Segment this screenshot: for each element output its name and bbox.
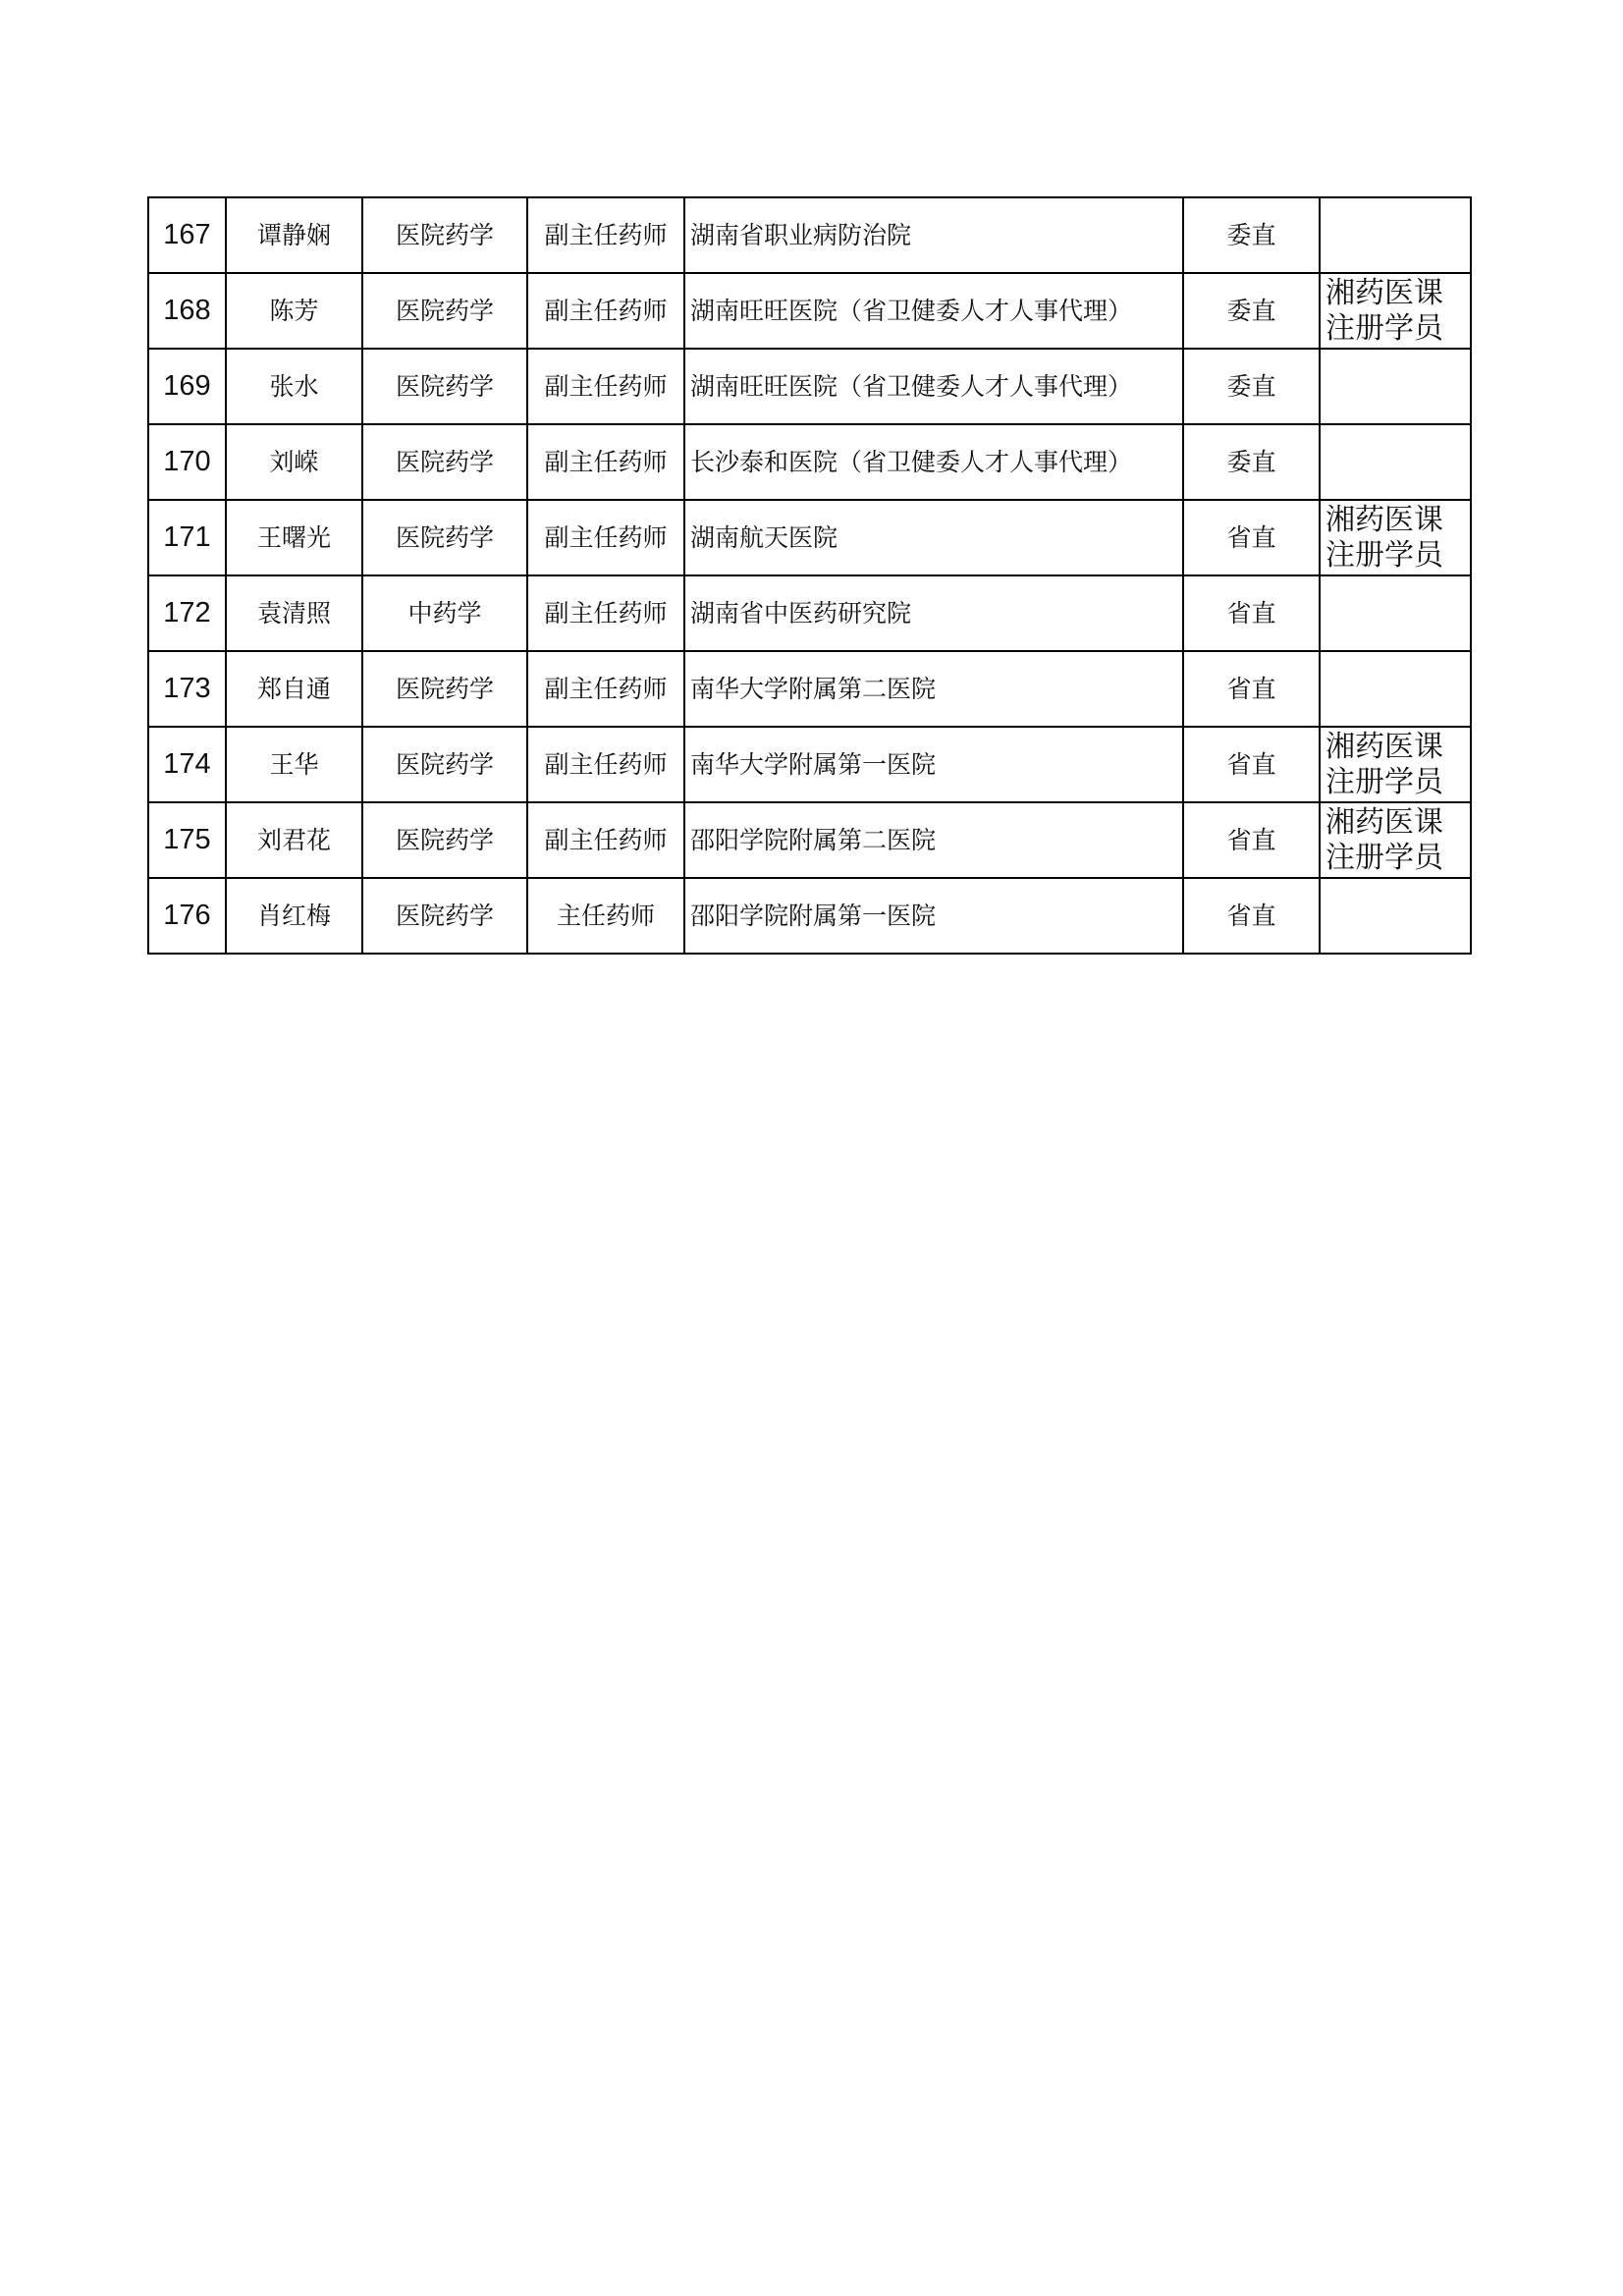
cell-title: 副主任药师 — [527, 197, 684, 273]
cell-number: 171 — [148, 500, 226, 575]
cell-major: 医院药学 — [362, 197, 527, 273]
cell-note — [1320, 878, 1471, 954]
cell-name: 肖红梅 — [226, 878, 362, 954]
cell-category: 省直 — [1183, 500, 1320, 575]
cell-name: 王华 — [226, 727, 362, 802]
cell-title: 副主任药师 — [527, 500, 684, 575]
cell-major: 医院药学 — [362, 424, 527, 500]
cell-number: 176 — [148, 878, 226, 954]
table-row — [148, 500, 1471, 575]
cell-category: 委直 — [1183, 424, 1320, 500]
cell-name: 张水 — [226, 349, 362, 424]
table-row — [148, 273, 1471, 349]
cell-title: 副主任药师 — [527, 349, 684, 424]
cell-category: 省直 — [1183, 802, 1320, 878]
cell-title: 主任药师 — [527, 878, 684, 954]
cell-major: 医院药学 — [362, 651, 527, 727]
cell-number: 167 — [148, 197, 226, 273]
cell-major: 医院药学 — [362, 349, 527, 424]
cell-category: 省直 — [1183, 575, 1320, 651]
cell-title: 副主任药师 — [527, 273, 684, 349]
table-row — [148, 651, 1471, 727]
cell-name: 郑自通 — [226, 651, 362, 727]
cell-category: 委直 — [1183, 273, 1320, 349]
cell-note — [1320, 575, 1471, 651]
cell-number: 170 — [148, 424, 226, 500]
table-row — [148, 802, 1471, 878]
note-line: 湘药医课 — [1325, 730, 1443, 765]
cell-unit: 湖南旺旺医院（省卫健委人才人事代理） — [684, 349, 1183, 424]
roster-table — [147, 196, 1472, 955]
cell-name: 陈芳 — [226, 273, 362, 349]
cell-name: 刘君花 — [226, 802, 362, 878]
cell-note — [1320, 500, 1471, 575]
cell-name: 谭静娴 — [226, 197, 362, 273]
cell-number: 168 — [148, 273, 226, 349]
cell-title: 副主任药师 — [527, 651, 684, 727]
table-row — [148, 878, 1471, 954]
note-line: 湘药医课 — [1325, 503, 1443, 538]
cell-category: 委直 — [1183, 197, 1320, 273]
cell-note — [1320, 651, 1471, 727]
cell-name: 王曙光 — [226, 500, 362, 575]
cell-unit: 邵阳学院附属第二医院 — [684, 802, 1183, 878]
table-row — [148, 424, 1471, 500]
cell-unit: 长沙泰和医院（省卫健委人才人事代理） — [684, 424, 1183, 500]
cell-category: 省直 — [1183, 878, 1320, 954]
cell-note — [1320, 424, 1471, 500]
cell-note — [1320, 197, 1471, 273]
cell-unit: 湖南旺旺医院（省卫健委人才人事代理） — [684, 273, 1183, 349]
cell-unit: 湖南航天医院 — [684, 500, 1183, 575]
cell-category: 委直 — [1183, 349, 1320, 424]
cell-number: 173 — [148, 651, 226, 727]
cell-unit: 湖南省中医药研究院 — [684, 575, 1183, 651]
table-row — [148, 727, 1471, 802]
cell-unit: 南华大学附属第一医院 — [684, 727, 1183, 802]
note-line: 注册学员 — [1325, 764, 1443, 799]
cell-note — [1320, 273, 1471, 349]
note-line: 注册学员 — [1325, 537, 1443, 573]
cell-unit: 南华大学附属第二医院 — [684, 651, 1183, 727]
cell-note — [1320, 802, 1471, 878]
cell-unit: 邵阳学院附属第一医院 — [684, 878, 1183, 954]
cell-name: 袁清照 — [226, 575, 362, 651]
cell-title: 副主任药师 — [527, 575, 684, 651]
cell-unit: 湖南省职业病防治院 — [684, 197, 1183, 273]
cell-major: 医院药学 — [362, 802, 527, 878]
cell-number: 172 — [148, 575, 226, 651]
cell-number: 174 — [148, 727, 226, 802]
cell-name: 刘嵘 — [226, 424, 362, 500]
cell-number: 169 — [148, 349, 226, 424]
note-line: 注册学员 — [1325, 840, 1443, 875]
cell-number: 175 — [148, 802, 226, 878]
cell-category: 省直 — [1183, 651, 1320, 727]
cell-major: 医院药学 — [362, 500, 527, 575]
note-line: 湘药医课 — [1325, 805, 1443, 841]
roster-table-body — [148, 197, 1471, 954]
table-row — [148, 197, 1471, 273]
cell-major: 医院药学 — [362, 878, 527, 954]
cell-major: 医院药学 — [362, 273, 527, 349]
cell-title: 副主任药师 — [527, 802, 684, 878]
table-row — [148, 575, 1471, 651]
note-line: 注册学员 — [1325, 310, 1443, 346]
cell-note — [1320, 727, 1471, 802]
note-line: 湘药医课 — [1325, 276, 1443, 311]
cell-title: 副主任药师 — [527, 424, 684, 500]
table-row — [148, 349, 1471, 424]
cell-major: 中药学 — [362, 575, 527, 651]
cell-category: 省直 — [1183, 727, 1320, 802]
cell-major: 医院药学 — [362, 727, 527, 802]
cell-note — [1320, 349, 1471, 424]
cell-title: 副主任药师 — [527, 727, 684, 802]
